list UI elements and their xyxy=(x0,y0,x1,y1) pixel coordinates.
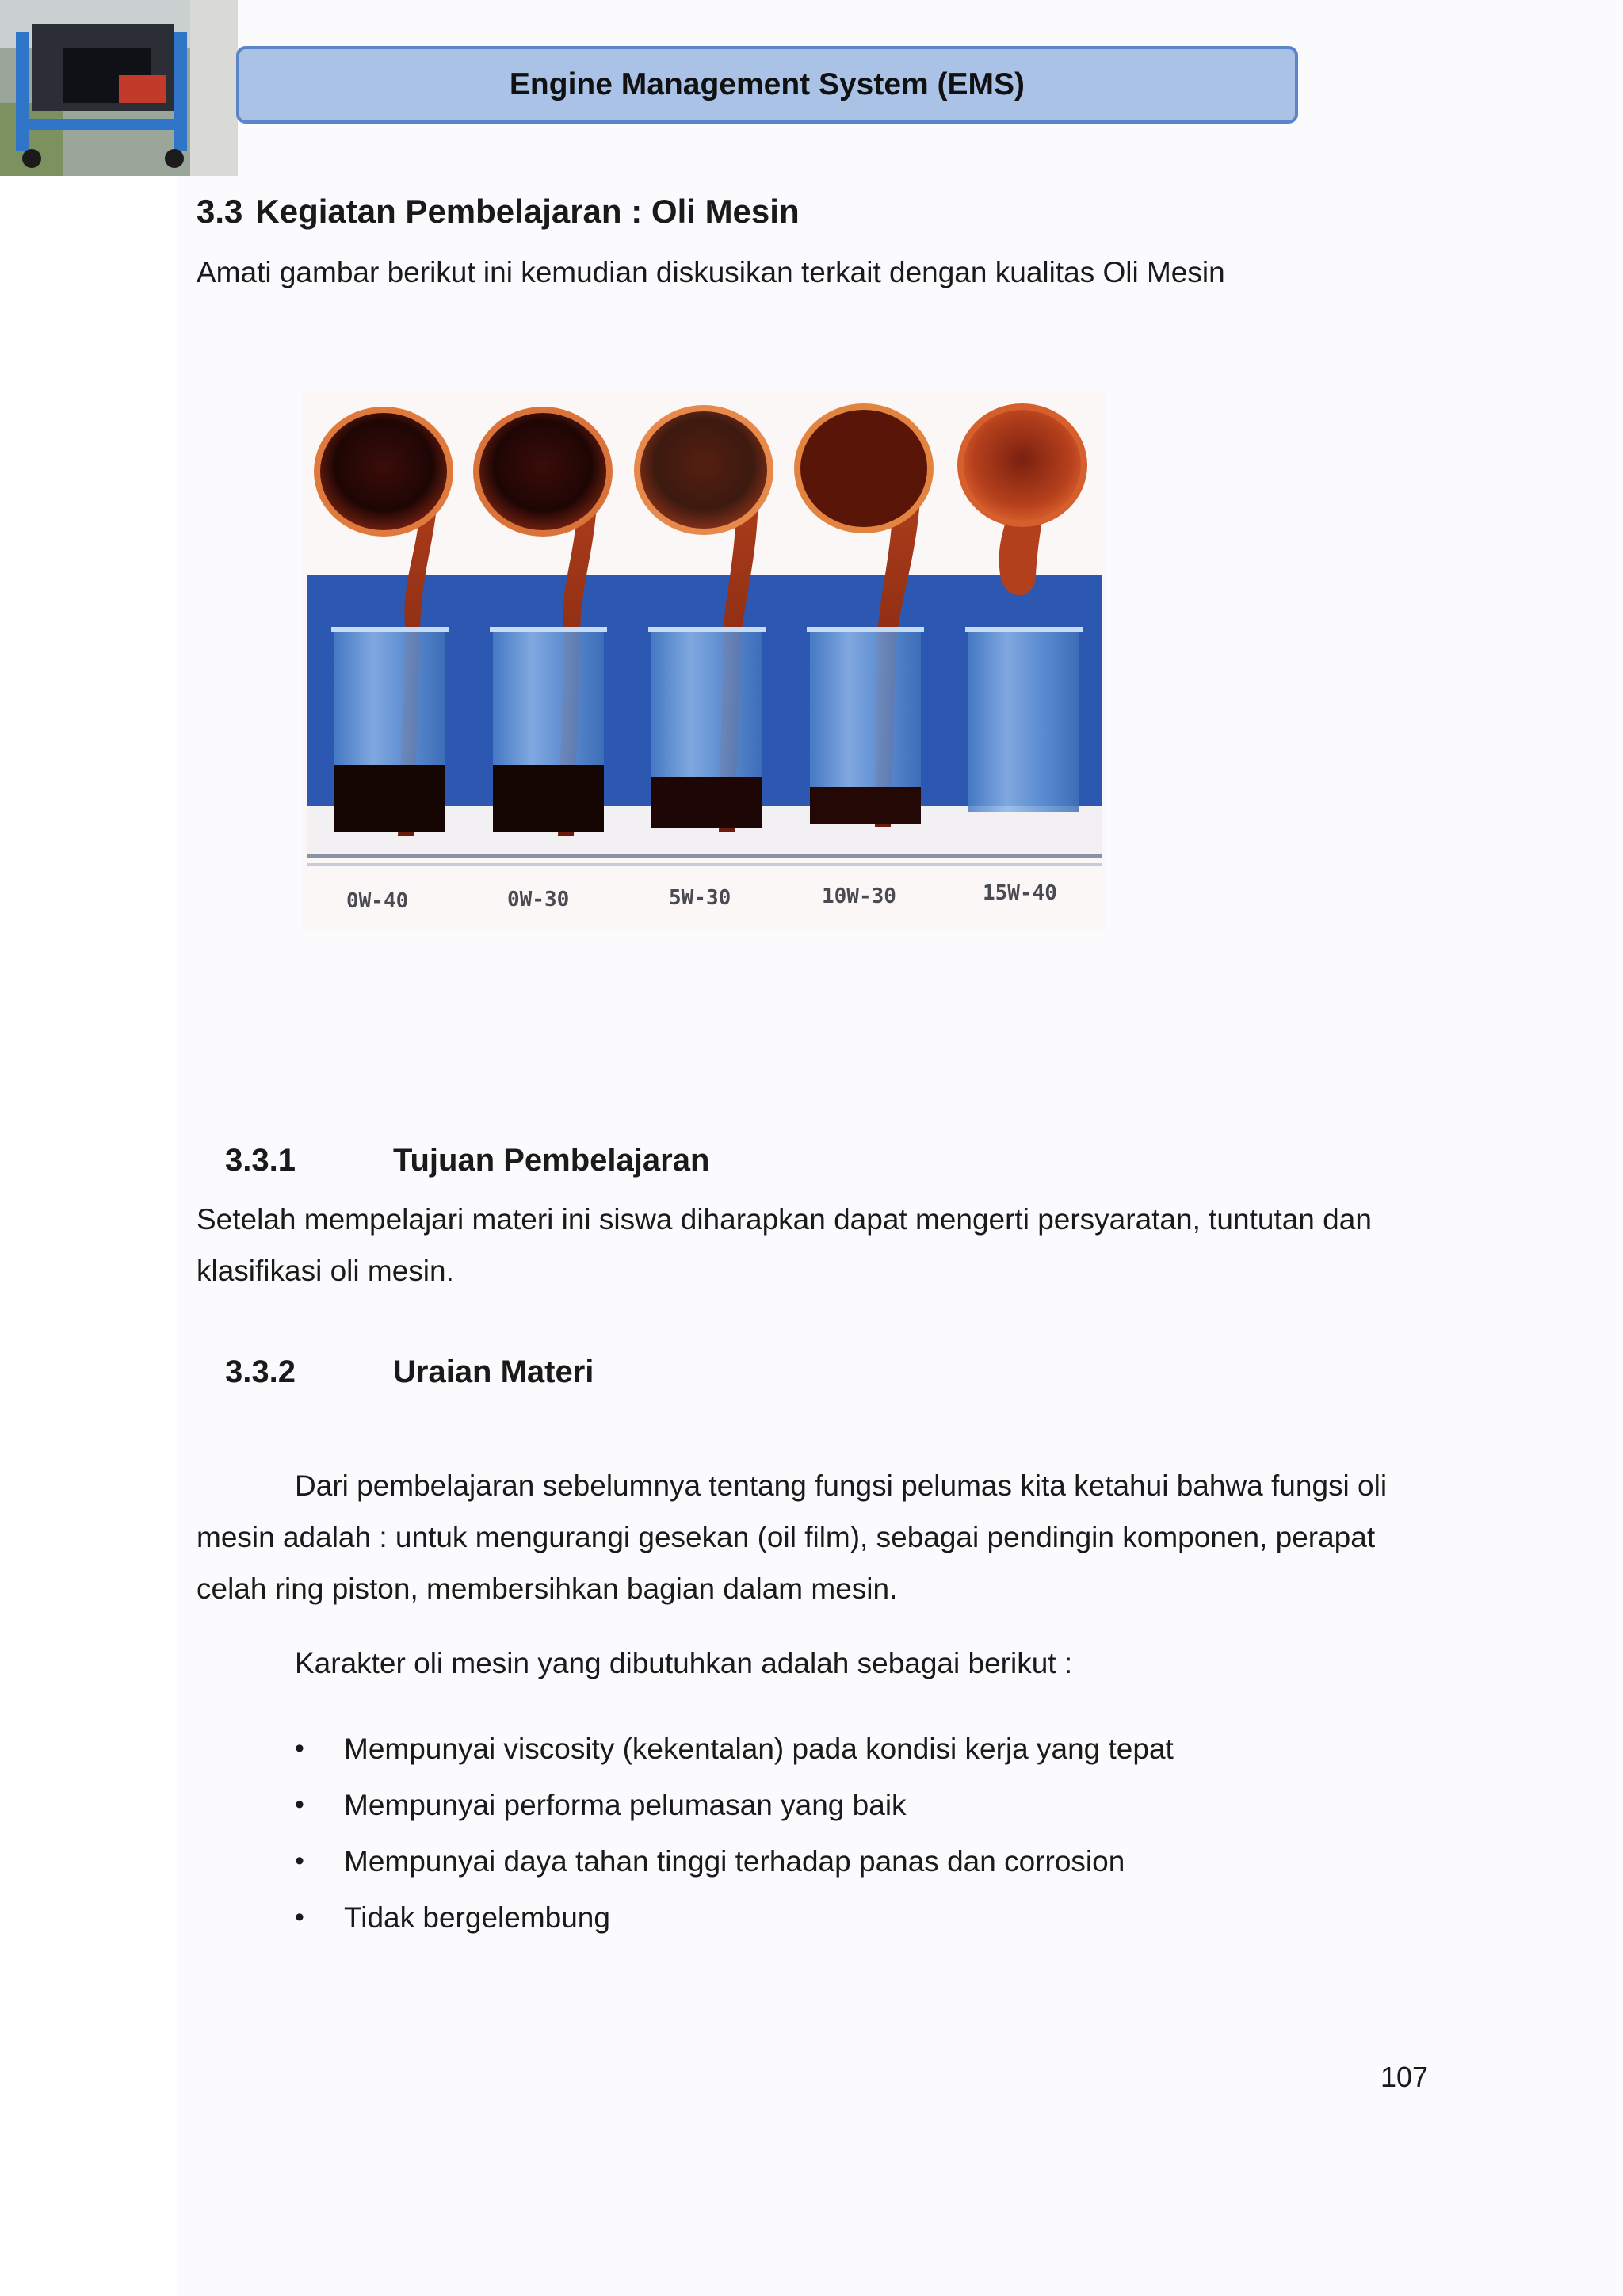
tujuan-line-2: klasifikasi oli mesin. xyxy=(197,1255,454,1287)
beaker-1 xyxy=(331,627,449,832)
oil-viscosity-figure xyxy=(303,392,1105,931)
subsection-number-1: 3.3.1 xyxy=(225,1143,296,1178)
beaker-4 xyxy=(807,627,924,824)
uraian-line-3: celah ring piston, membersihkan bagian dalam mesin. xyxy=(197,1572,898,1605)
label-15w-40: 15W-40 xyxy=(983,881,1057,905)
header-banner xyxy=(236,46,1298,124)
beaker-5 xyxy=(965,627,1083,812)
list-item: • Mempunyai daya tahan tinggi terhadap panas dan corrosion xyxy=(295,1833,1174,1889)
section-title: Kegiatan Pembelajaran : Oli Mesin xyxy=(255,193,800,230)
subsection-heading-2 xyxy=(225,1354,594,1390)
label-0w-40: 0W-40 xyxy=(346,889,409,913)
section-number: 3.3 xyxy=(197,193,243,230)
intro-text: Amati gambar berikut ini kemudian diskusikan terkait dengan kualitas Oli Mesin xyxy=(197,256,1225,288)
page-number: 107 xyxy=(1381,2061,1429,2093)
subsection-title-2: Uraian Materi xyxy=(393,1354,594,1389)
label-5w-30: 5W-30 xyxy=(669,886,731,910)
karakter-list xyxy=(295,1721,1174,1946)
subsection-number-2: 3.3.2 xyxy=(225,1354,296,1389)
uraian-line-2: mesin adalah : untuk mengurangi gesekan (oil film), sebagai pendingin komponen, perapat xyxy=(197,1521,1376,1553)
uraian-line-1: Dari pembelajaran sebelumnya tentang fungsi pelumas kita ketahui bahwa fungsi oli xyxy=(295,1469,1388,1502)
list-item: • Mempunyai viscosity (kekentalan) pada kondisi kerja yang tepat xyxy=(295,1721,1174,1777)
tujuan-line-1: Setelah mempelajari materi ini siswa diharapkan dapat mengerti persyaratan, tuntutan dan xyxy=(197,1203,1372,1236)
list-item: • Mempunyai performa pelumasan yang baik xyxy=(295,1777,1174,1833)
beaker-2 xyxy=(490,627,607,832)
subsection-title-1: Tujuan Pembelajaran xyxy=(393,1143,710,1178)
list-item: • Tidak bergelembung xyxy=(295,1889,1174,1946)
engine-stand-photo xyxy=(0,0,238,176)
karakter-lead: Karakter oli mesin yang dibutuhkan adalah sebagai berikut : xyxy=(295,1647,1073,1679)
beaker-3 xyxy=(648,627,766,828)
subsection-heading-1 xyxy=(225,1143,709,1179)
label-10w-30: 10W-30 xyxy=(822,884,896,908)
label-0w-30: 0W-30 xyxy=(507,888,570,911)
section-heading xyxy=(197,193,800,231)
header-title: Engine Management System (EMS) xyxy=(509,67,1025,101)
